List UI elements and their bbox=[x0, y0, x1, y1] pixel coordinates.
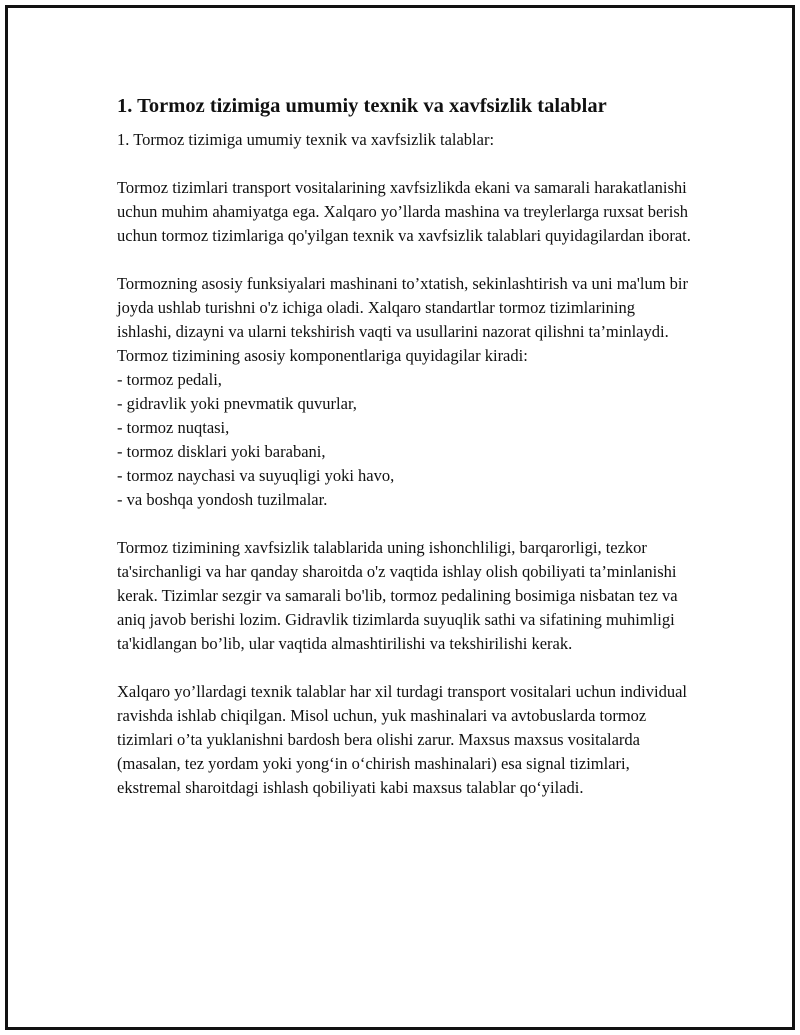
list-item: - tormoz disklari yoki barabani, bbox=[117, 442, 326, 461]
list-item: - gidravlik yoki pnevmatik quvurlar, bbox=[117, 394, 357, 413]
paragraph-4: Xalqaro yo’llardagi texnik talablar har xil turdagi transport vositalari uchun individual ravishda ishlab chiqilgan. Misol uchun, yuk mashinalari va avtobuslarda tormoz tizimlari o’ta yuklanishni bardosh bera olishi zarur. Maxsus maxsus vositalarda (masalan, tez yordam yoki yong‘in o‘chirish mashinalari) esa signal tizimlari, ekstremal sharoitdagi ishlash qobiliyati kabi maxsus talablar qo‘yiladi. bbox=[117, 682, 687, 797]
components-list bbox=[117, 368, 692, 512]
list-item: - tormoz naychasi va suyuqligi yoki havo, bbox=[117, 466, 395, 485]
components-block bbox=[117, 272, 692, 512]
paragraph-1: Tormoz tizimlari transport vositalarining xavfsizlikda ekani va samarali harakatlanishi uchun muhim ahamiyatga ega. Xalqaro yo’llarda mashina va treylerlarga ruxsat berish uchun tormoz tizimlariga qo'yilgan texnik va xavfsizlik talablari quyidagilardan iborat. bbox=[117, 178, 691, 245]
paragraph-3: Tormoz tizimining xavfsizlik talablarida uning ishonchliligi, barqarorligi, tezkor ta'sirchanligi va har qanday sharoitda o'z vaqtida ishlay olish qobiliyati ta’minlanishi kerak. Tizimlar sezgir va samarali bo'lib, tormoz pedalining bosimiga nisbatan tez va aniq javob berishi lozim. Gidravlik tizimlarda suyuqlik sathi va sifatining muhimligi ta'kidlangan bo’lib, ular vaqtida almashtirilishi va tekshirilishi kerak. bbox=[117, 538, 678, 653]
list-item: - va boshqa yondosh tuzilmalar. bbox=[117, 490, 328, 509]
list-item: - tormoz pedali, bbox=[117, 370, 222, 389]
paragraph-2: Tormozning asosiy funksiyalari mashinani to’xtatish, sekinlashtirish va uni ma'lum bir joyda ushlab turishni o'z ichiga oladi. Xalqaro standartlar tormoz tizimlarining ishlashi, dizayni va ularni tekshirish vaqti va usullarini nazorat qilishni ta’minlaydi. Tormoz tizimining asosiy komponentlariga quyidagilar kiradi: bbox=[117, 274, 688, 365]
document-body bbox=[117, 92, 692, 824]
document-heading: 1. Tormoz tizimiga umumiy texnik va xavfsizlik talablar bbox=[117, 95, 607, 117]
intro-line: 1. Tormoz tizimiga umumiy texnik va xavfsizlik talablar: bbox=[117, 130, 495, 149]
list-item: - tormoz nuqtasi, bbox=[117, 418, 230, 437]
